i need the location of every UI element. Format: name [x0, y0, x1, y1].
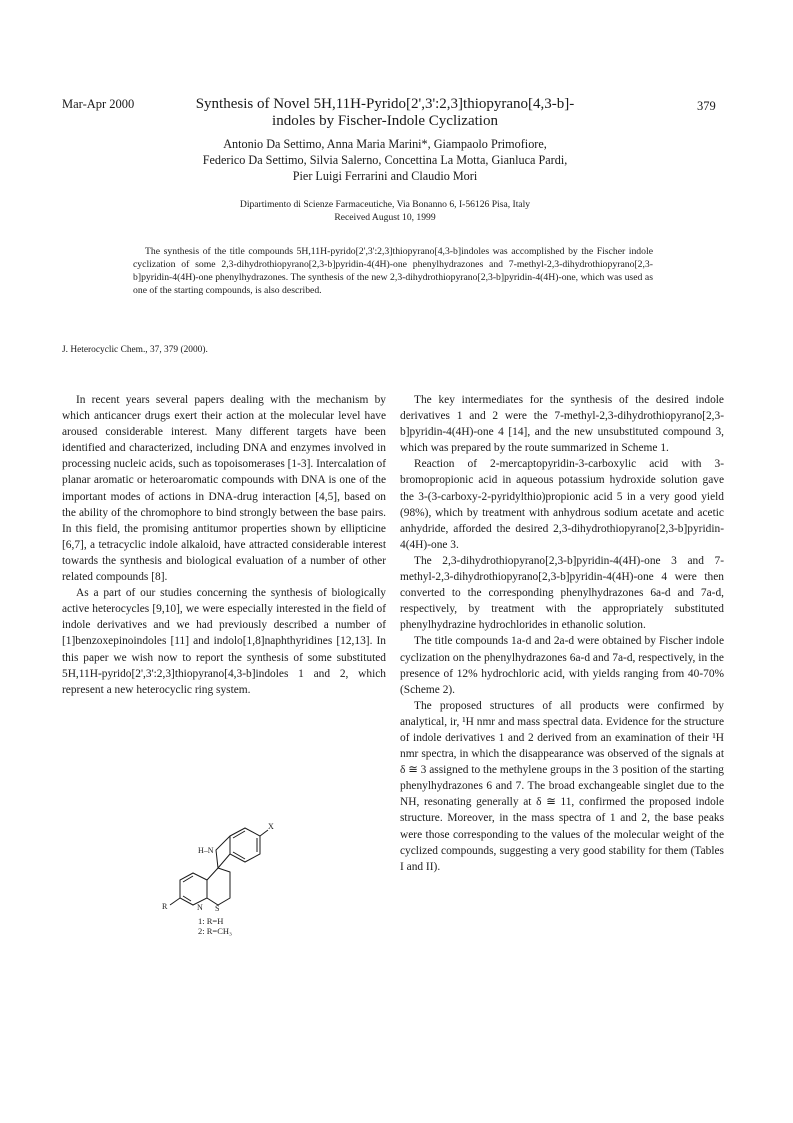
title-line: Synthesis of Novel 5H,11H-Pyrido[2',3':2,3]thiopyrano[4,3-b]-: [195, 96, 575, 112]
affiliation-address: Dipartimento di Scienze Farmaceutiche, Via Bonanno 6, I-56126 Pisa, Italy: [239, 199, 531, 210]
journal-citation: J. Heterocyclic Chem., 37, 379 (2000).: [62, 345, 208, 355]
journal-date: Mar-Apr 2000: [62, 97, 135, 111]
substituent-x-label: X: [268, 822, 274, 831]
article-title: [150, 96, 620, 130]
nh-label: H–N: [198, 846, 214, 855]
abstract: The synthesis of the title compounds 5H,11H-pyrido[2',3':2,3]thiopyrano[4,3-b]indoles was accomplished by the Fischer indole cyclization of some 2,3-dihydrothiopyrano[2,3-b]pyridin-4(4H)-one phenylhydrazones and 7-methyl-2,3-dihydrothiopyrano[2,3-b]pyridin-4(4H)-one phenylhydrazones. The synthesis of the new 2,3-dihydrothiopyrano[2,3-b]pyridin-4(4H)-one, which was used as one of the starting compounds, is also described.: [133, 246, 653, 296]
substituent-r-label: R: [162, 902, 168, 911]
received-date: Received August 10, 1999: [334, 212, 436, 223]
author-line: Pier Luigi Ferrarini and Claudio Mori: [292, 169, 478, 183]
caption-line: 2: R=CH₃: [198, 926, 232, 936]
pyridine-n-label: N: [197, 903, 203, 912]
author-line: Antonio Da Settimo, Anna Maria Marini*, Giampaolo Primofiore,: [223, 137, 547, 151]
caption-line: 1: R=H: [198, 916, 224, 926]
structure-caption: [198, 916, 232, 936]
paragraph: The proposed structures of all products were confirmed by analytical, ir, ¹H nmr and mass spectral data. Evidence for the structure of indole derivatives 1 and 2 derived from an examination of their ¹H nmr spectra, in which the disappearance was observed of the signals at δ ≅ 3 assigned to the methylene groups in the 3 position of the starting phenylhydrazones 6 and 7. The broad exchangeable singlet due to the NH, resonating generally at δ ≅ 11, confirmed the proposed indole structure. Moreover, in the mass spectra of 1 and 2, the base peaks were those corresponding to the values of the molecular weight of the cyclized compounds, suggesting a very good stability for them (Tables I and II).: [400, 699, 724, 873]
sulfur-label: S: [215, 904, 220, 913]
paragraph: Reaction of 2-mercaptopyridin-3-carboxylic acid with 3-bromopropionic acid in aqueous potassium hydroxide solution gave the 3-(3-carboxy-2-pyridylthio)propionic acid 5 in a very good yield (98%), which by treatment with anhydrous sodium acetate and acetic anhydride, afforded the desired 2,3-dihydrothiopyrano[2,3-b]pyridin-4(4H)-one 3.: [400, 458, 724, 551]
paragraph: As a part of our studies concerning the synthesis of biologically active heterocycles [9,10], we were especially interested in the field of indole derivatives and we had previously described a number of [1]benzoxepinoindoles [11] and indolo[1,8]naphthyridines [12,13]. In this paper we wish now to report the synthesis of some substituted 5H,11H-pyrido[2',3':2,3]thiopyrano[4,3-b]indoles 1 and 2, which represent a new heterocyclic ring system.: [62, 587, 386, 696]
author-line: Federico Da Settimo, Silvia Salerno, Concettina La Motta, Gianluca Pardi,: [202, 153, 568, 167]
body-column-right: [400, 392, 724, 875]
title-line: indoles by Fischer-Indole Cyclization: [272, 113, 498, 129]
paragraph: The 2,3-dihydrothiopyrano[2,3-b]pyridin-4(4H)-one 3 and 7-methyl-2,3-dihydrothiopyrano[2,3-b]pyridin-4(4H)-one 4 were then converted to the corresponding phenylhydrazones 6a-d and 7a-d, respectively, by treatment with the appropriately substituted phenylhydrazine hydrochlorides in ethanolic solution.: [400, 554, 724, 632]
paragraph: In recent years several papers dealing with the mechanism by which anticancer drugs exert their action at the molecular level have aroused considerable interest. Many different targets have been identified and characterized, including DNA and enzymes involved in processing nucleic acids, such as topoisomerases [1-3]. Intercalation of planar aromatic or heteroaromatic compounds with DNA is one of the important modes of actions in DNA-drug interaction [4,5], based on the ability of the chromophore to bind strongly between the base pairs. In this field, the promising antitumor properties shown by ellipticine [6,7], a tetracyclic indole alkaloid, have attracted considerable interest towards the synthesis and biological evaluation of a number of other related compounds [8].: [62, 394, 386, 584]
affiliation: [150, 198, 620, 224]
author-list: [150, 136, 620, 184]
paragraph: The key intermediates for the synthesis of the desired indole derivatives 1 and 2 were the 7-methyl-2,3-dihydrothiopyrano[2,3-b]pyridin-4(4H)-one 4 [14], and the new unsubstituted compound 3, which was prepared by the route summarized in Scheme 1.: [400, 394, 724, 455]
page-number: 379: [697, 99, 716, 113]
body-column-left: [62, 392, 386, 698]
paragraph: The title compounds 1a-d and 2a-d were obtained by Fischer indole cyclization on the phenylhydrazones 6a-d and 7a-d, respectively, in the presence of 12% hydrochloric acid, with yields ranging from 40-70% (Scheme 2).: [400, 635, 724, 696]
